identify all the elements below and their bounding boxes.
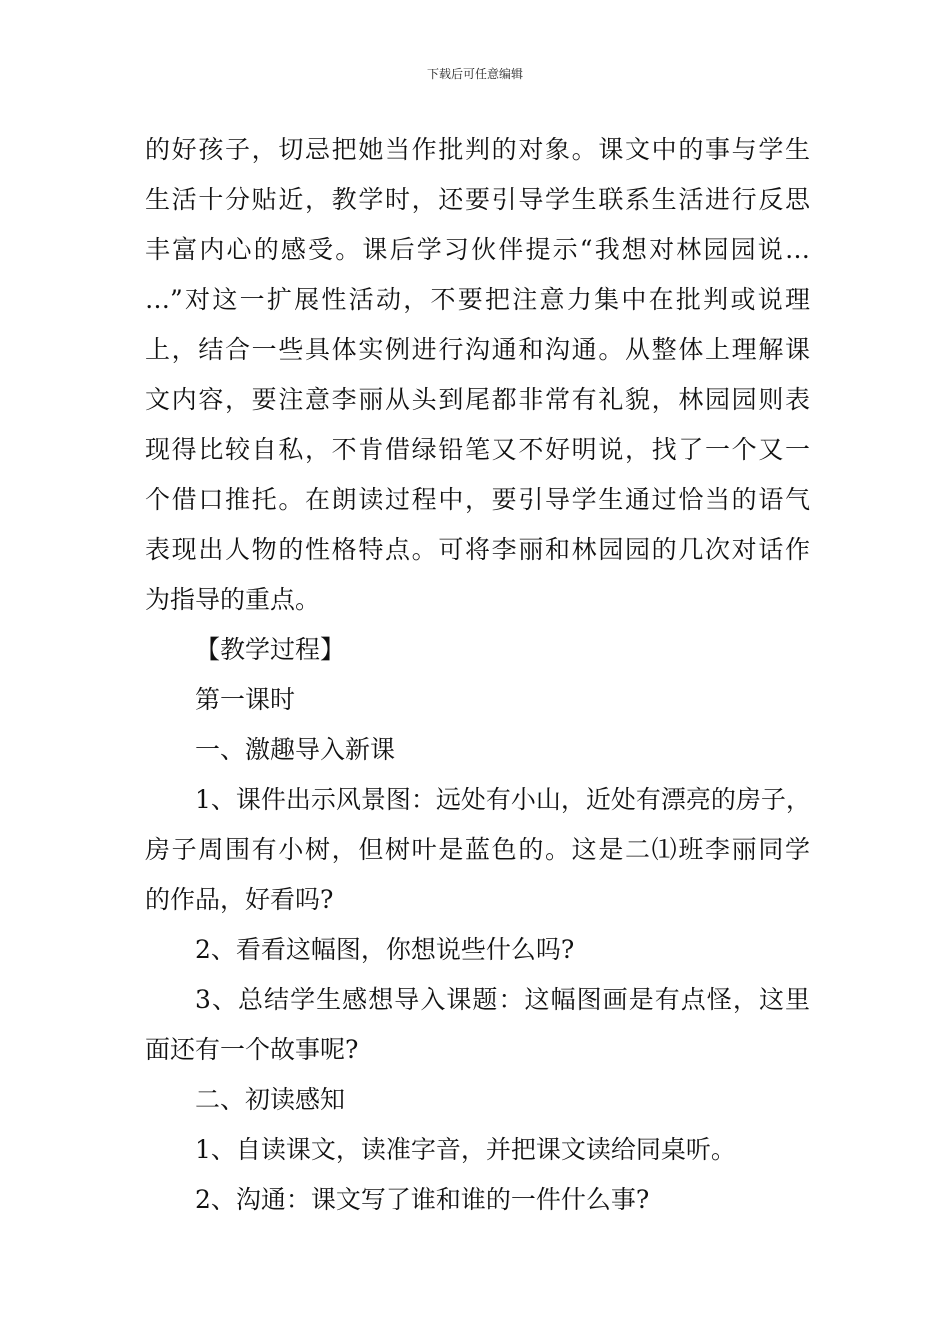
text-line: 的好孩子，切忌把她当作批判的对象。课文中的事与学生 [145, 135, 810, 164]
text-line: 文内容，要注意李丽从头到尾都非常有礼貌，林园园则表 [145, 385, 810, 414]
list-item: 1、自读课文，读准字音，并把课文读给同桌听。 [195, 1135, 736, 1164]
page-header: 下载后可任意编辑 [426, 67, 523, 81]
text-line: 为指导的重点。 [145, 585, 321, 614]
list-item: 2、看看这幅图，你想说些什么吗? [195, 935, 575, 964]
section-heading: 【教学过程】 [195, 635, 346, 664]
text-line: 生活十分贴近，教学时，还要引导学生联系生活进行反思 [145, 185, 810, 214]
lesson-heading: 第一课时 [195, 685, 296, 714]
text-line: 的作品，好看吗? [145, 885, 334, 914]
text-line: 房子周围有小树，但树叶是蓝色的。这是二⑴班李丽同学 [145, 835, 810, 864]
list-item: 3、总结学生感想导入课题：这幅图画是有点怪，这里 [195, 985, 810, 1014]
text-line: 上，结合一些具体实例进行沟通和沟通。从整体上理解课 [145, 335, 810, 364]
document-body [145, 125, 810, 1225]
text-line: 表现出人物的性格特点。可将李丽和林园园的几次对话作 [145, 535, 810, 564]
text-line: 丰富内心的感受。课后学习伙伴提示“我想对林园园说… [145, 235, 810, 264]
text-line: 个借口推托。在朗读过程中，要引导学生通过恰当的语气 [145, 485, 810, 514]
subsection-heading: 二、初读感知 [195, 1085, 346, 1114]
text-line: 面还有一个故事呢? [145, 1035, 359, 1064]
text-line: 现得比较自私，不肯借绿铅笔又不好明说，找了一个又一 [145, 435, 810, 464]
list-item: 1、课件出示风景图：远处有小山，近处有漂亮的房子， [195, 785, 811, 814]
subsection-heading: 一、激趣导入新课 [195, 735, 396, 764]
text-line: …”对这一扩展性活动，不要把注意力集中在批判或说理 [145, 285, 810, 314]
list-item: 2、沟通：课文写了谁和谁的一件什么事? [195, 1185, 650, 1214]
